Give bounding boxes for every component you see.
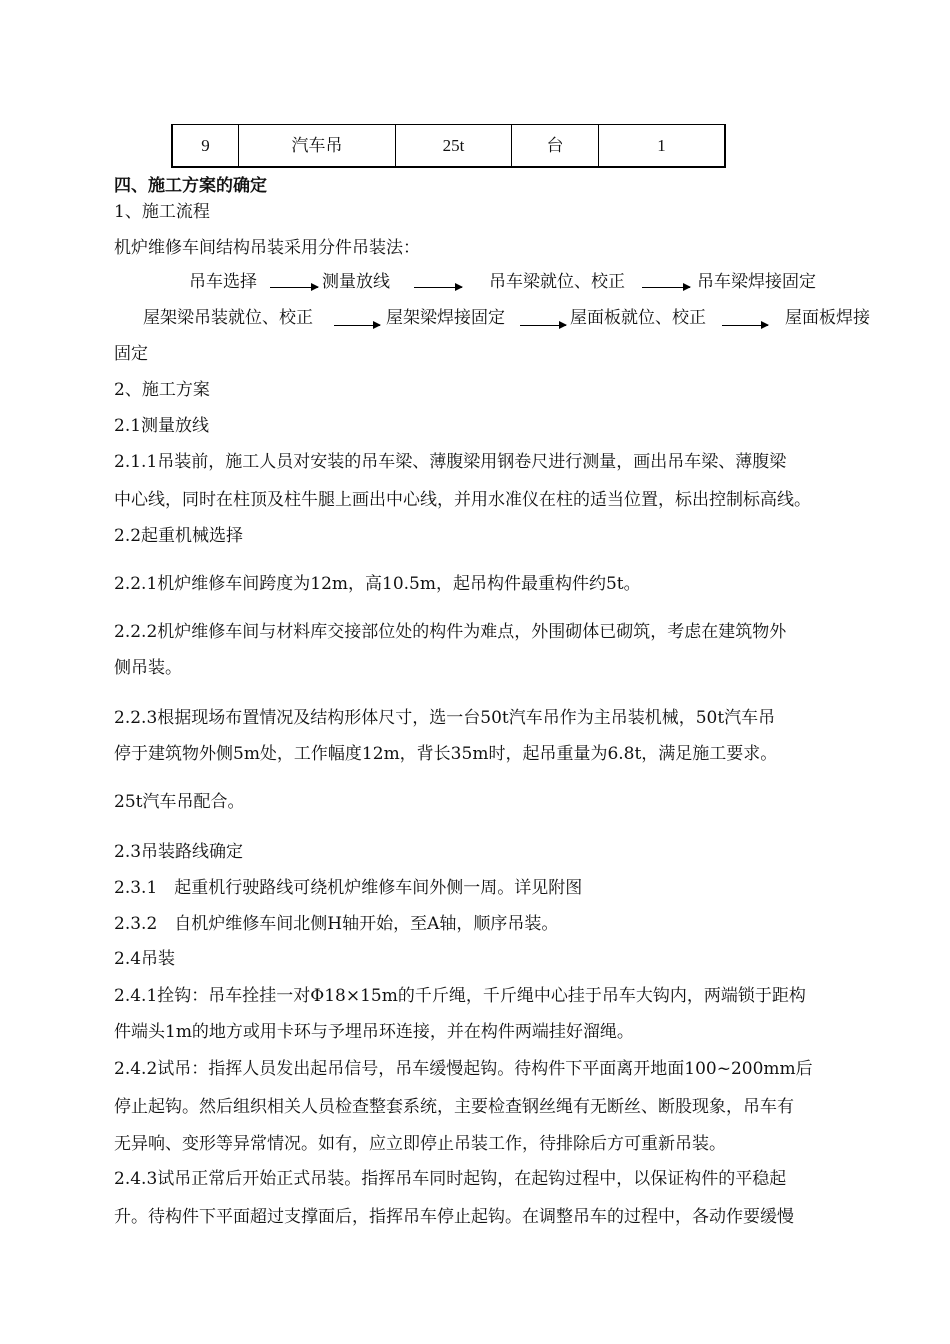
para-2-4-2-line2: 停止起钩。然后组织相关人员检查整套系统，主要检查钢丝绳有无断丝、断股现象，吊车有 bbox=[114, 1097, 794, 1117]
flow-step-3: 吊车梁就位、校正 bbox=[489, 272, 625, 292]
para-2-2-3-line1: 2.2.3根据现场布置情况及结构形体尺寸，选一台50t汽车吊作为主吊装机械，50t汽车吊 bbox=[114, 708, 776, 728]
para-2-2-1: 2.2.1机炉维修车间跨度为12m，高10.5m，起吊构件最重构件约5t。 bbox=[114, 574, 641, 594]
equipment-table bbox=[171, 124, 726, 168]
table-cell-qty: 1 bbox=[657, 136, 666, 155]
para-2-4-1-line2: 件端头1m的地方或用卡环与予埋吊环连接，并在构件两端挂好溜绳。 bbox=[114, 1022, 634, 1042]
flow-step-2: 测量放线 bbox=[322, 272, 390, 292]
flow-step-1: 吊车选择 bbox=[189, 272, 257, 292]
flow-step-8-cont: 固定 bbox=[114, 344, 148, 364]
flow-arrow-6 bbox=[722, 325, 768, 326]
flow-step-4: 吊车梁焊接固定 bbox=[697, 272, 816, 292]
flow-title: 1、施工流程 bbox=[114, 202, 210, 222]
section-heading: 四、施工方案的确定 bbox=[114, 176, 267, 196]
table-cell-unit: 台 bbox=[512, 125, 599, 167]
para-2-4: 2.4吊装 bbox=[114, 949, 176, 969]
para-2-1-1-line2: 中心线，同时在柱顶及柱牛腿上画出中心线，并用水准仪在柱的适当位置，标出控制标高线。 bbox=[114, 490, 811, 510]
para-2-4-2-line1: 2.4.2试吊：指挥人员发出起吊信号，吊车缓慢起钩。待构件下平面离开地面100~200mm后 bbox=[114, 1059, 813, 1079]
para-2-3-1: 2.3.1 起重机行驶路线可绕机炉维修车间外侧一周。详见附图 bbox=[114, 878, 583, 898]
para-2-4-2-line3: 无异响、变形等异常情况。如有，应立即停止吊装工作，待排除后方可重新吊装。 bbox=[114, 1134, 726, 1154]
flow-step-6: 屋架梁焊接固定 bbox=[386, 308, 505, 328]
para-2-1-1-line1: 2.1.1吊装前，施工人员对安装的吊车梁、薄腹梁用钢卷尺进行测量，画出吊车梁、薄腹梁 bbox=[114, 452, 787, 472]
flow-step-5: 屋架梁吊装就位、校正 bbox=[143, 308, 313, 328]
flow-step-7: 屋面板就位、校正 bbox=[570, 308, 706, 328]
flow-arrow-5 bbox=[520, 325, 566, 326]
para-2-4-3-line1: 2.4.3试吊正常后开始正式吊装。指挥吊车同时起钩，在起钩过程中，以保证构件的平稳起 bbox=[114, 1169, 787, 1189]
para-2-4-1-line1: 2.4.1拴钩：吊车拴挂一对Φ18×15m的千斤绳，千斤绳中心挂于吊车大钩内，两端锁于距构 bbox=[114, 986, 806, 1006]
flow-arrow-3 bbox=[642, 287, 690, 288]
para-2-3-2: 2.3.2 自机炉维修车间北侧H轴开始，至A轴，顺序吊装。 bbox=[114, 914, 559, 934]
flow-arrow-4 bbox=[334, 325, 380, 326]
table-cell-name: 汽车吊 bbox=[239, 125, 396, 167]
table-cell-no: 9 bbox=[173, 125, 239, 167]
para-2-1: 2.1测量放线 bbox=[114, 416, 210, 436]
para-2-2-2-line2: 侧吊装。 bbox=[114, 658, 182, 678]
para-2-2-2-line1: 2.2.2机炉维修车间与材料库交接部位处的构件为难点，外围砌体已砌筑，考虑在建筑物外 bbox=[114, 622, 787, 642]
para-2-3: 2.3吊装路线确定 bbox=[114, 842, 244, 862]
para-2-2-3-line2: 停于建筑物外侧5m处，工作幅度12m，背长35m时，起吊重量为6.8t，满足施工要求。 bbox=[114, 744, 778, 764]
para-2-4-3-line2: 升。待构件下平面超过支撑面后，指挥吊车停止起钩。在调整吊车的过程中，各动作要缓慢 bbox=[114, 1207, 794, 1227]
plan-title: 2、施工方案 bbox=[114, 380, 210, 400]
flow-arrow-1 bbox=[270, 287, 318, 288]
para-25t: 25t汽车吊配合。 bbox=[114, 792, 245, 812]
table-cell-spec: 25t bbox=[396, 125, 512, 167]
para-2-2: 2.2起重机械选择 bbox=[114, 526, 244, 546]
flow-step-8: 屋面板焊接 bbox=[785, 308, 870, 328]
flow-arrow-2 bbox=[414, 287, 462, 288]
flow-intro: 机炉维修车间结构吊装采用分件吊装法： bbox=[114, 238, 420, 258]
